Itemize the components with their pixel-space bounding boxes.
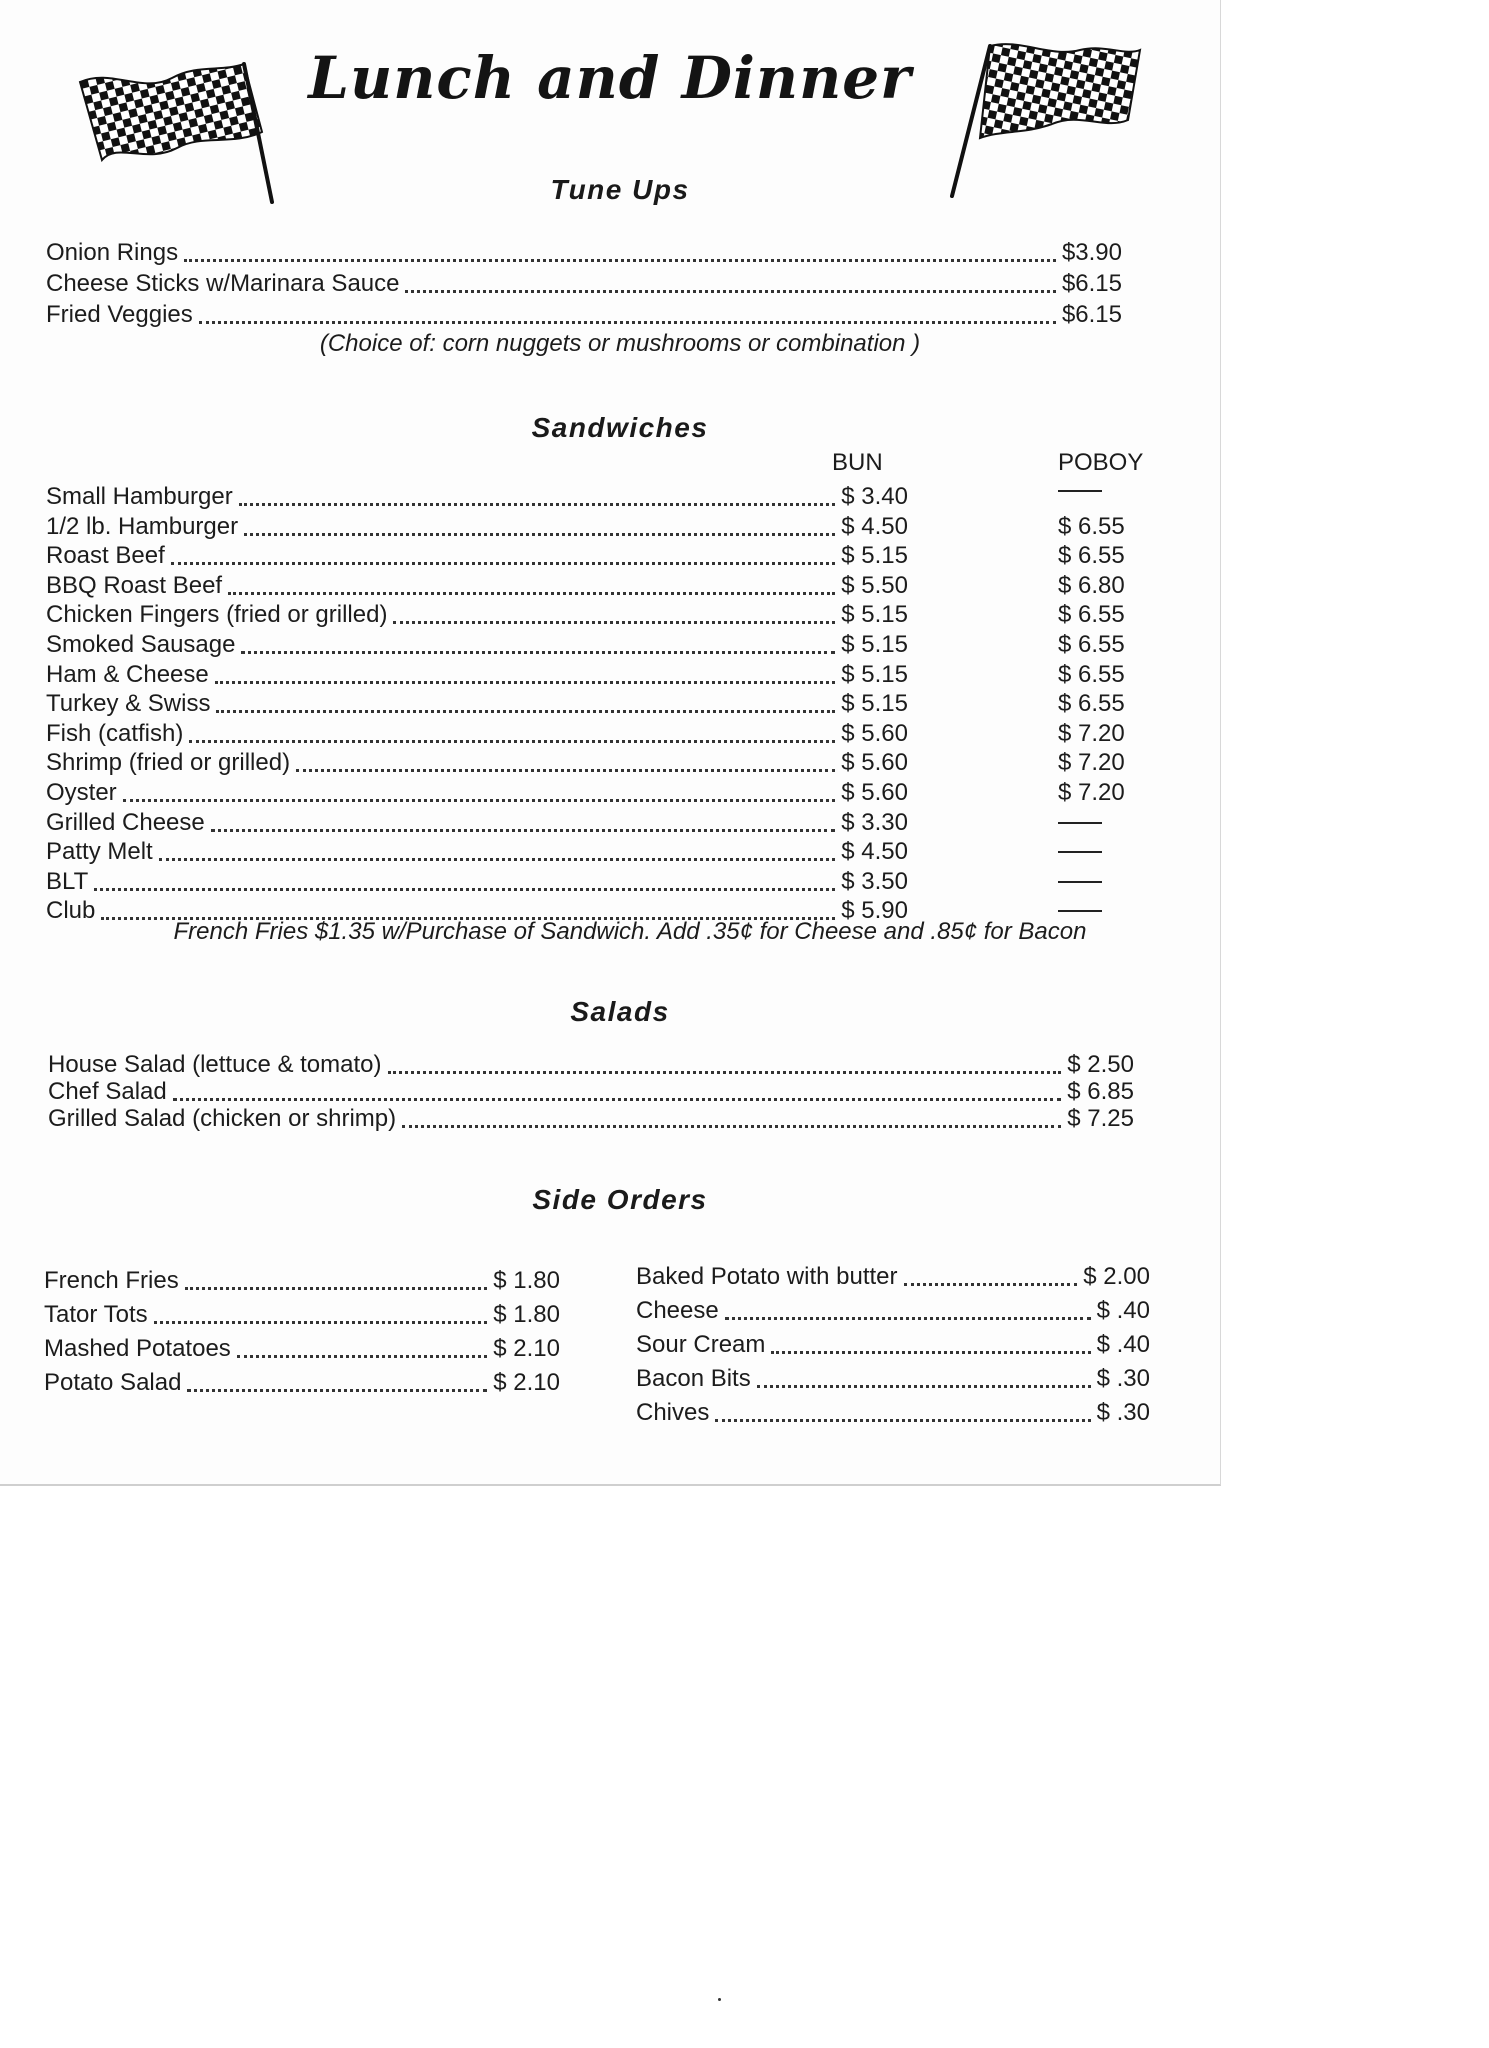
dot-leader <box>725 1317 1091 1320</box>
item-price: $3.90 <box>1061 239 1122 266</box>
item-price: $ 3.50 <box>841 867 908 895</box>
item-price: $6.15 <box>1061 301 1122 328</box>
dot-leader <box>216 710 835 713</box>
dot-leader <box>715 1419 1090 1422</box>
item-name: Ham & Cheese <box>46 660 209 688</box>
tune-up-row <box>46 300 1122 329</box>
sandwich-row <box>46 630 908 659</box>
item-price: $ 1.80 <box>493 1301 560 1328</box>
item-name: Baked Potato with butter <box>636 1263 898 1290</box>
item-name: Chives <box>636 1399 710 1426</box>
item-price: $ 5.15 <box>841 601 908 629</box>
dot-leader <box>171 562 836 565</box>
poboy-price: $ 6.55 <box>1058 601 1125 629</box>
item-price: $ 3.30 <box>841 808 908 836</box>
item-name: House Salad (lettuce & tomato) <box>48 1051 382 1078</box>
tune-ups-note: (Choice of: corn nuggets or mushrooms or combination ) <box>319 330 921 357</box>
poboy-price: $ 7.20 <box>1058 779 1125 806</box>
item-price: $ 2.50 <box>1067 1051 1134 1078</box>
poboy-price: $ 7.20 <box>1058 719 1125 747</box>
dot-leader <box>185 1287 488 1290</box>
item-name: Fish (catfish) <box>46 719 184 747</box>
dot-leader <box>241 651 835 654</box>
item-name: Sour Cream <box>636 1331 766 1358</box>
item-price: $ .40 <box>1096 1297 1150 1324</box>
item-price: $ 5.15 <box>841 690 908 718</box>
dot-leader <box>388 1071 1062 1074</box>
item-price: $ 5.60 <box>841 779 908 806</box>
sandwich-row <box>46 541 908 570</box>
dot-leader <box>405 290 1055 293</box>
side-order-row <box>636 1330 1150 1359</box>
item-name: Shrimp (fried or grilled) <box>46 749 291 777</box>
section-heading-side-orders: Side Orders <box>532 1184 708 1215</box>
poboy-price: $ 6.55 <box>1058 512 1125 540</box>
section-heading-salads: Salads <box>570 996 670 1027</box>
dot-leader <box>757 1385 1091 1388</box>
item-price: $ 5.15 <box>841 542 908 570</box>
item-price: $ 2.10 <box>493 1369 560 1396</box>
sandwich-row <box>46 600 908 629</box>
item-name: Bacon Bits <box>636 1365 751 1392</box>
dot-leader <box>239 503 836 506</box>
dot-leader <box>244 533 835 536</box>
tune-up-row <box>46 238 1122 267</box>
item-price: $ 6.85 <box>1067 1078 1134 1105</box>
item-name: Grilled Cheese <box>46 808 205 836</box>
dot-leader <box>211 829 836 832</box>
item-name: BLT <box>46 867 89 895</box>
item-price: $ 5.50 <box>841 571 908 599</box>
item-price: $6.15 <box>1061 270 1122 297</box>
dot-leader <box>154 1321 488 1324</box>
item-name: Cheese Sticks w/Marinara Sauce <box>46 270 400 297</box>
dot-leader <box>159 858 836 861</box>
item-name: Small Hamburger <box>46 483 233 510</box>
dot-leader <box>173 1098 1062 1101</box>
item-price: $ 5.90 <box>841 897 908 925</box>
side-order-row <box>44 1266 560 1295</box>
column-header-bun: BUN <box>832 449 883 476</box>
sandwich-row <box>46 808 908 837</box>
item-price: $ 1.80 <box>493 1267 560 1294</box>
section-heading-sandwiches: Sandwiches <box>531 412 709 443</box>
poboy-unavailable-dash <box>1058 910 1102 912</box>
item-name: Chicken Fingers (fried or grilled) <box>46 601 388 629</box>
dot-leader <box>199 321 1056 324</box>
sandwich-row <box>46 867 908 896</box>
poboy-price: $ 6.55 <box>1058 660 1125 688</box>
dot-leader <box>393 621 835 624</box>
item-price: $ 2.10 <box>493 1335 560 1362</box>
poboy-price: $ 6.55 <box>1058 542 1125 570</box>
item-name: Potato Salad <box>44 1369 182 1396</box>
dot-leader <box>123 799 836 802</box>
sandwich-row <box>46 689 908 718</box>
sandwich-row <box>46 778 908 807</box>
poboy-price: $ 6.55 <box>1058 690 1125 718</box>
sandwich-row <box>46 748 908 777</box>
item-price: $ 5.60 <box>841 719 908 747</box>
item-price: $ 5.15 <box>841 660 908 688</box>
item-name: BBQ Roast Beef <box>46 571 223 599</box>
dot-leader <box>187 1389 487 1392</box>
dot-leader <box>904 1283 1078 1286</box>
item-name: Roast Beef <box>46 542 165 570</box>
sandwich-row <box>46 719 908 748</box>
dot-leader <box>94 888 835 891</box>
sandwich-note: French Fries $1.35 w/Purchase of Sandwich. Add .35¢ for Cheese and .85¢ for Bacon <box>173 918 1087 945</box>
side-order-row <box>636 1398 1150 1427</box>
poboy-price: $ 6.55 <box>1058 631 1125 658</box>
dot-leader <box>189 740 835 743</box>
side-order-row <box>44 1300 560 1329</box>
sandwich-row <box>46 837 908 866</box>
dot-leader <box>771 1351 1090 1354</box>
item-price: $ 7.25 <box>1067 1105 1134 1132</box>
poboy-unavailable-dash <box>1058 822 1102 824</box>
item-name: Fried Veggies <box>46 301 193 328</box>
item-name: Mashed Potatoes <box>44 1335 231 1362</box>
item-name: Onion Rings <box>46 239 179 266</box>
page-title: Lunch and Dinner <box>308 44 912 112</box>
salad-row <box>48 1104 1134 1133</box>
sandwich-row <box>46 660 908 689</box>
dot-leader <box>215 681 836 684</box>
salad-row <box>48 1050 1134 1079</box>
sandwich-row <box>46 571 908 600</box>
item-price: $ 5.15 <box>841 631 908 658</box>
item-price: $ .40 <box>1096 1331 1150 1358</box>
item-name: Turkey & Swiss <box>46 690 211 718</box>
item-name: Chef Salad <box>48 1078 167 1105</box>
side-order-row <box>44 1368 560 1397</box>
dot-leader <box>228 592 835 595</box>
item-price: $ 5.60 <box>841 749 908 777</box>
poboy-unavailable-dash <box>1058 851 1102 853</box>
side-order-row <box>636 1364 1150 1393</box>
side-order-row <box>636 1262 1150 1291</box>
side-order-row <box>636 1296 1150 1325</box>
item-price: $ .30 <box>1096 1365 1150 1392</box>
poboy-unavailable-dash <box>1058 490 1102 492</box>
item-name: Club <box>46 897 96 925</box>
item-name: Tator Tots <box>44 1301 148 1328</box>
side-order-row <box>44 1334 560 1363</box>
item-name: Oyster <box>46 779 117 806</box>
dot-leader <box>184 259 1056 262</box>
sandwich-row <box>46 482 908 511</box>
dot-leader <box>296 769 835 772</box>
scan-speck <box>718 1998 721 2001</box>
sandwich-row <box>46 512 908 541</box>
poboy-price: $ 6.80 <box>1058 571 1125 599</box>
item-name: Patty Melt <box>46 838 153 866</box>
item-name: 1/2 lb. Hamburger <box>46 512 239 540</box>
salad-row <box>48 1077 1134 1106</box>
tune-up-row <box>46 269 1122 298</box>
section-heading-tune-ups: Tune Ups <box>550 174 690 205</box>
item-price: $ 4.50 <box>841 838 908 866</box>
poboy-unavailable-dash <box>1058 881 1102 883</box>
column-header-poboy: POBOY <box>1058 449 1144 476</box>
item-name: French Fries <box>44 1267 179 1294</box>
item-price: $ 3.40 <box>841 483 908 510</box>
item-price: $ 4.50 <box>841 512 908 540</box>
dot-leader <box>402 1125 1061 1128</box>
item-name: Smoked Sausage <box>46 631 236 658</box>
poboy-price: $ 7.20 <box>1058 749 1125 777</box>
item-price: $ .30 <box>1096 1399 1150 1426</box>
dot-leader <box>237 1355 487 1358</box>
item-name: Grilled Salad (chicken or shrimp) <box>48 1105 397 1132</box>
item-name: Cheese <box>636 1297 719 1324</box>
item-price: $ 2.00 <box>1083 1263 1150 1290</box>
